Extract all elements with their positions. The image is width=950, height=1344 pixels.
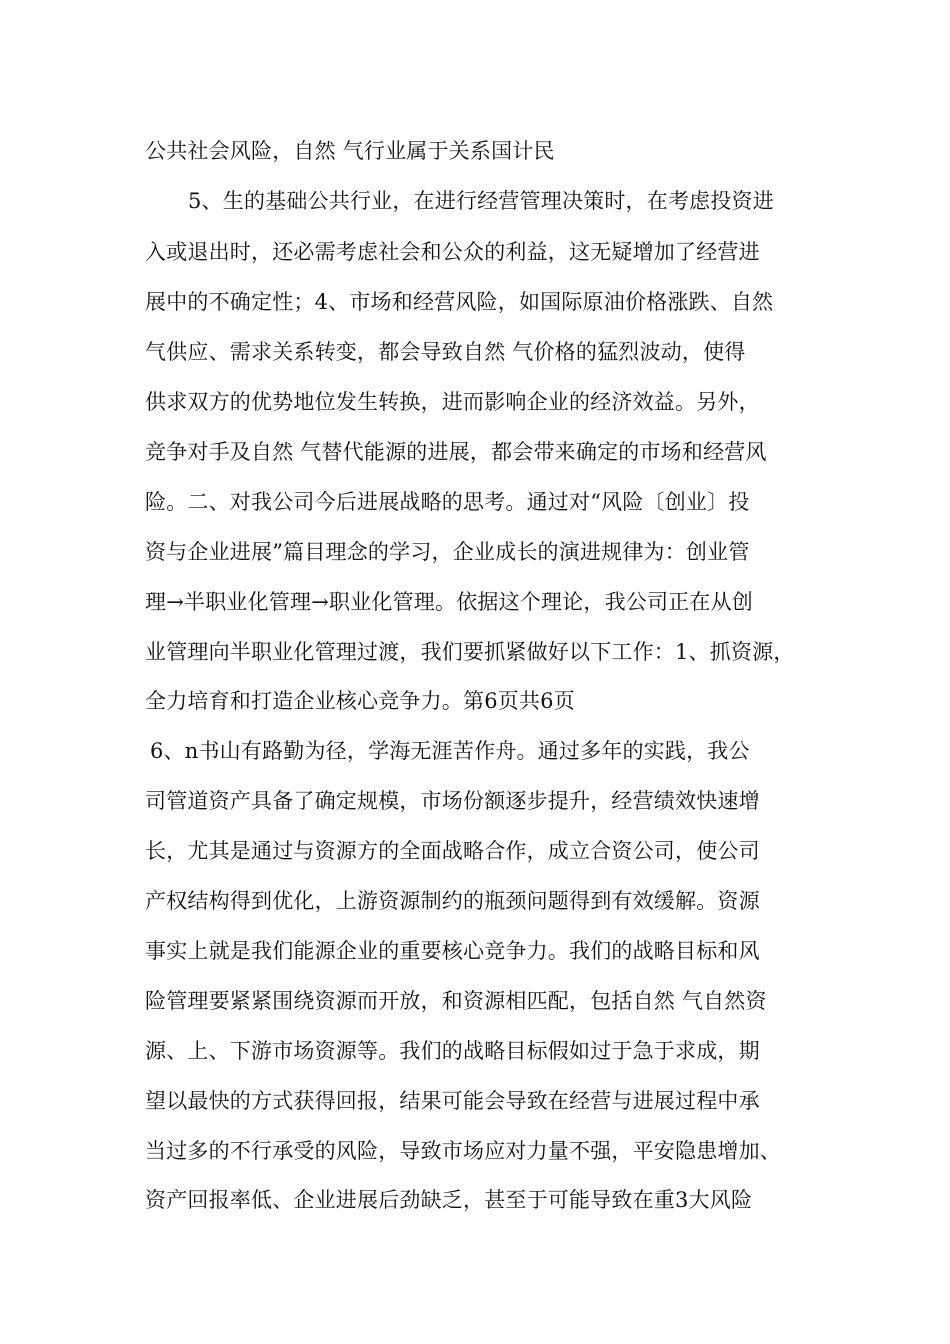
text-line-4: 展中的不确定性；4、市场和经营风险，如国际原油价格涨跌、自然 [145, 290, 774, 314]
text-line-10: 理→半职业化管理→职业化管理。依据这个理论，我公司正在从创 [145, 590, 753, 614]
text-line-2: 5、生的基础公共行业，在进行经营管理决策时，在考虑投资进 [188, 189, 774, 213]
text-line-5: 气供应、需求关系转变，都会导致自然 气价格的猛烈波动，使得 [145, 340, 746, 364]
text-line-9: 资与企业进展”篇目理念的学习，企业成长的演进规律为：创业管 [145, 540, 750, 564]
text-line-3: 入或退出时，还必需考虑社会和公众的利益，这无疑增加了经营进 [145, 240, 760, 264]
text-line-12: 全力培育和打造企业核心竞争力。第6页共6页 [145, 689, 575, 713]
text-line-21: 当过多的不行承受的风险，导致市场应对力量不强，平安隐患增加、 [145, 1139, 781, 1163]
text-line-22: 资产回报率低、企业进展后劲缺乏，甚至于可能导致在重3大风险 [145, 1188, 753, 1212]
text-line-16: 产权结构得到优化，上游资源制约的瓶颈问题得到有效缓解。资源 [145, 889, 760, 913]
text-line-13: 6、n书山有路勤为径，学海无涯苦作舟。通过多年的实践，我公 [150, 739, 750, 763]
text-line-6: 供求双方的优势地位发生转换，进而影响企业的经济效益。另外， [145, 390, 760, 414]
text-line-18: 险管理要紧紧围绕资源而开放，和资源相匹配，包括自然 气自然资 [145, 989, 767, 1013]
text-line-15: 长，尤其是通过与资源方的全面战略合作，成立合资公司，使公司 [145, 839, 760, 863]
text-line-17: 事实上就是我们能源企业的重要核心竞争力。我们的战略目标和风 [145, 939, 760, 963]
text-line-11: 业管理向半职业化管理过渡，我们要抓紧做好以下工作：1、抓资源， [145, 640, 795, 664]
text-line-20: 望以最快的方式获得回报，结果可能会导致在经营与进展过程中承 [145, 1089, 760, 1113]
text-line-7: 竞争对手及自然 气替代能源的进展，都会带来确定的市场和经营风 [145, 440, 767, 464]
text-line-1: 公共社会风险，自然 气行业属于关系国计民 [145, 139, 555, 163]
text-line-19: 源、上、下游市场资源等。我们的战略目标假如过于急于求成，期 [145, 1039, 760, 1063]
text-line-14: 司管道资产具备了确定规模，市场份额逐步提升，经营绩效快速增 [145, 789, 760, 813]
text-line-8: 险。二、对我公司今后进展战略的思考。通过对“风险〔创业〕投 [145, 490, 750, 514]
